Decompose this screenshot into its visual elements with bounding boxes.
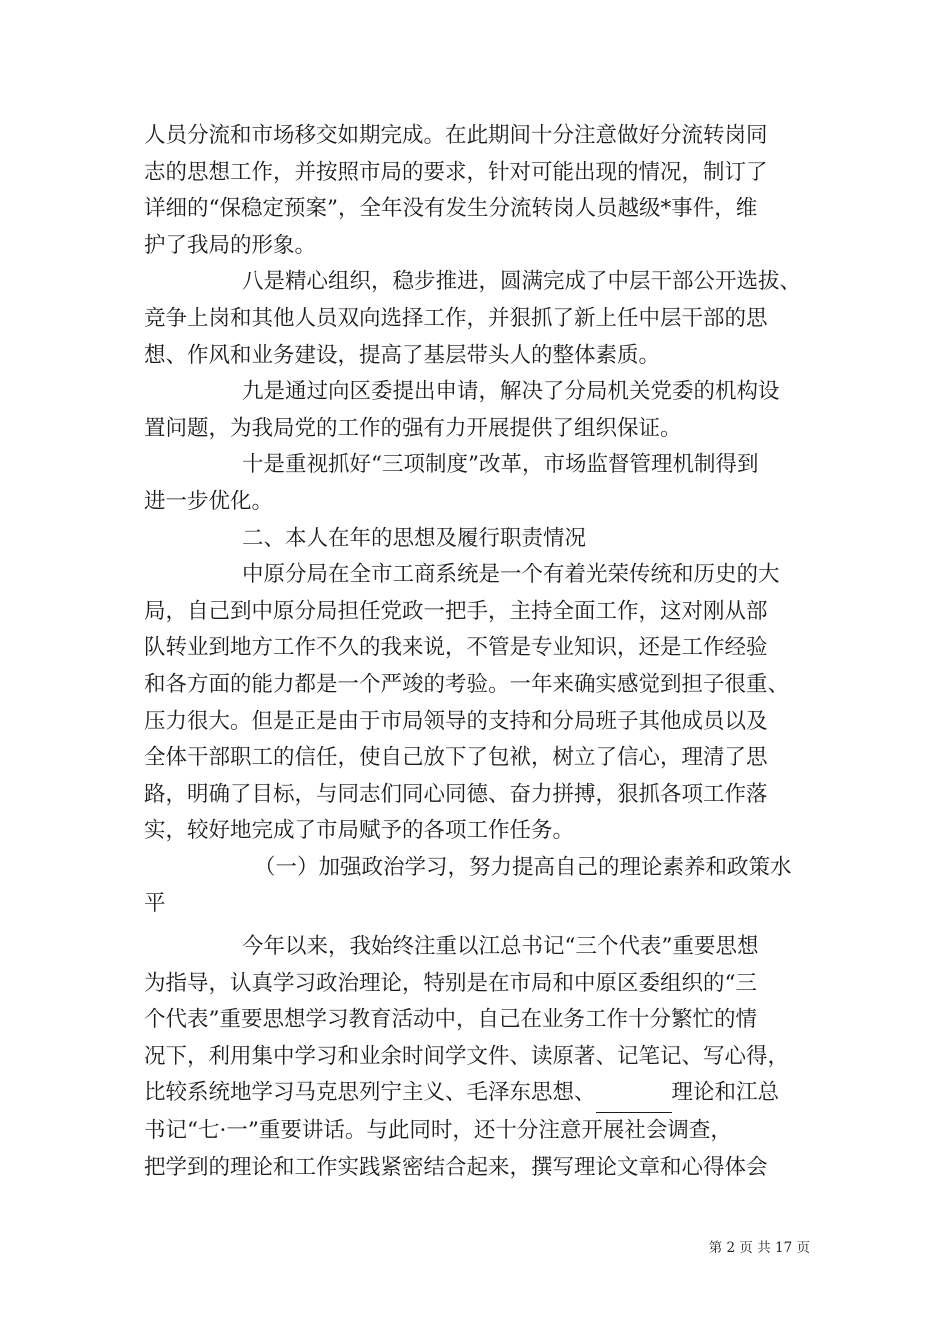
text-line: 书记“七·一”重要讲话。与此同时，还十分注意开展社会调查， bbox=[144, 1118, 732, 1144]
document-body bbox=[144, 118, 812, 1186]
paragraph-ten-line: 十是重视抓好“三项制度”改革，市场监督管理机制得到 bbox=[242, 452, 759, 478]
subsection-heading: （一）加强政治学习，努力提高自己的理论素养和政策水 bbox=[254, 854, 792, 880]
section-heading: 二、本人在年的思想及履行职责情况 bbox=[242, 525, 587, 551]
text-line: 详细的“保稳定预案”，全年没有发生分流转岗人员越级*事件，维 bbox=[144, 196, 758, 222]
text-line: 想、作风和业务建设，提高了基层带头人的整体素质。 bbox=[144, 342, 661, 368]
paragraph-eight-line: 八是精心组织，稳步推进，圆满完成了中层干部公开选拔、 bbox=[242, 269, 802, 295]
text-line: 竞争上岗和其他人员双向选择工作，并狠抓了新上任中层干部的思 bbox=[144, 305, 768, 331]
text-line: 把学到的理论和工作实践紧密结合起来，撰写理论文章和心得体会 bbox=[144, 1154, 768, 1180]
text-line: 全体干部职工的信任，使自己放下了包袱，树立了信心，理清了思 bbox=[144, 745, 768, 771]
text-line: 个代表”重要思想学习教育活动中，自己在业务工作十分繁忙的情 bbox=[144, 1007, 757, 1033]
subsection-heading-cont: 平 bbox=[144, 891, 166, 917]
text-line: 压力很大。但是正是由于市局领导的支持和分局班子其他成员以及 bbox=[144, 708, 768, 734]
paragraph-line: 今年以来，我始终注重以江总书记“三个代表”重要思想 bbox=[242, 934, 759, 960]
text-line: 和各方面的能力都是一个严竣的考验。一年来确实感觉到担子很重、 bbox=[144, 671, 790, 697]
text-line: 人员分流和市场移交如期完成。在此期间十分注意做好分流转岗同 bbox=[144, 123, 768, 148]
text-line-with-blank bbox=[144, 1075, 812, 1113]
text-line: 志的思想工作，并按照市局的要求，针对可能出现的情况，制订了 bbox=[144, 159, 768, 185]
text-line: 队转业到地方工作不久的我来说，不管是专业知识，还是工作经验 bbox=[144, 635, 768, 661]
paragraph-line: 中原分局在全市工商系统是一个有着光荣传统和历史的大 bbox=[242, 562, 780, 588]
text-line: 况下，利用集中学习和业余时间学文件、读原著、记笔记、写心得， bbox=[144, 1043, 790, 1069]
text-line: 实，较好地完成了市局赋予的各项工作任务。 bbox=[144, 818, 575, 844]
paragraph-nine-line: 九是通过向区委提出申请，解决了分局机关党委的机构设 bbox=[242, 379, 780, 405]
text-line: 护了我局的形象。 bbox=[144, 232, 317, 258]
page-number-footer: 第 2 页 共 17 页 bbox=[708, 1240, 810, 1256]
fill-in-blank bbox=[596, 1075, 672, 1113]
text-line: 进一步优化。 bbox=[144, 488, 274, 514]
text-line: 局，自己到中原分局担任党政一把手，主持全面工作，这对刚从部 bbox=[144, 598, 768, 624]
text-line: 为指导，认真学习政治理论，特别是在市局和中原区委组织的“三 bbox=[144, 970, 757, 996]
text-line: 路，明确了目标，与同志们同心同德、奋力拼搏，狠抓各项工作落 bbox=[144, 781, 768, 807]
text-segment: 理论和江总 bbox=[671, 1080, 780, 1106]
text-segment: 比较系统地学习马克思列宁主义、毛泽东思想、 bbox=[144, 1080, 596, 1106]
text-line: 置问题，为我局党的工作的强有力开展提供了组织保证。 bbox=[144, 415, 682, 441]
